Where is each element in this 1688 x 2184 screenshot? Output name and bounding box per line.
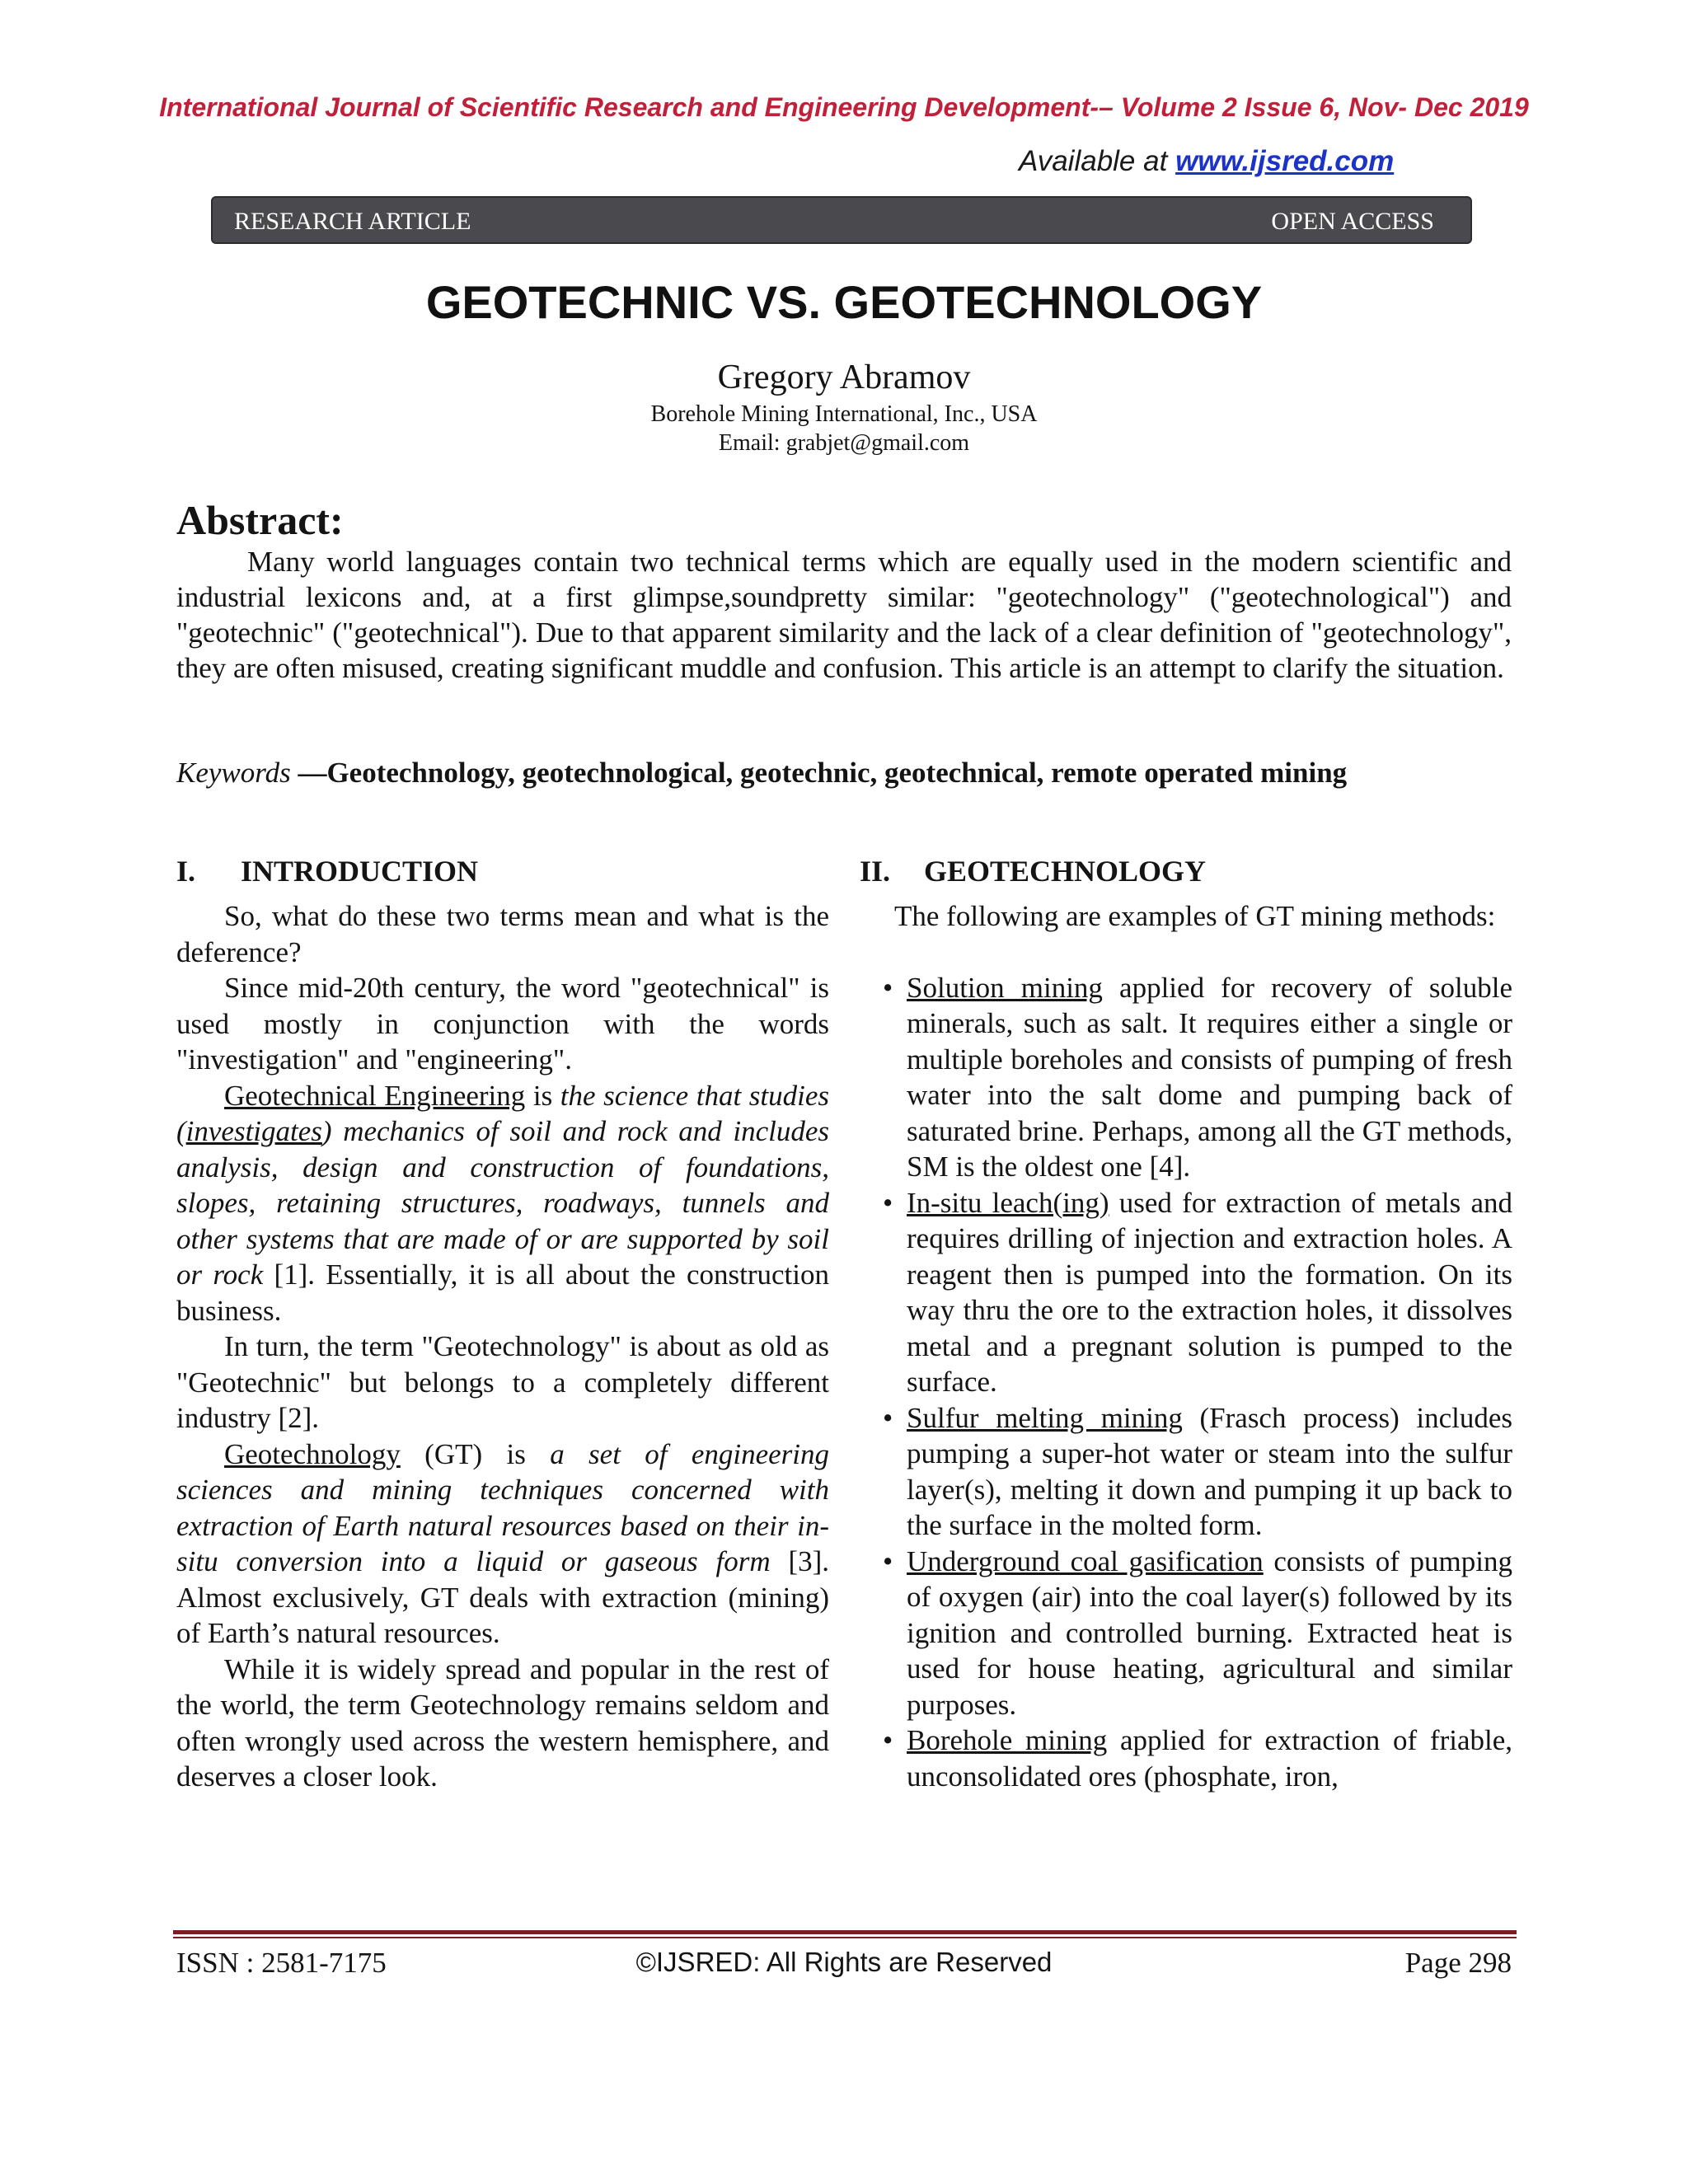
- abstract-heading: Abstract:: [176, 497, 344, 543]
- method-description: consists of pumping of oxygen (air) into the coal layer(s) followed by its ignition and controlled burning. Extracted heat is used for house heating, agricultural and similar purposes.: [907, 1544, 1513, 1721]
- author-affiliation: Borehole Mining International, Inc., USA: [650, 401, 1038, 427]
- intro-paragraph-5: [176, 1436, 829, 1652]
- method-description: applied for recovery of soluble minerals, such as salt. It requires either a single or multiple boreholes and consists of pumping of fresh water into the salt dome and pumping back of saturated brine. Perhaps, among all the GT methods, SM is the oldest one [4].: [907, 971, 1512, 1183]
- keywords-label: Keywords: [176, 757, 291, 789]
- bullet-icon: •: [883, 971, 893, 1004]
- left-column: [176, 854, 829, 1795]
- section-heading-introduction: [176, 854, 829, 890]
- definition-text: the science that studies (: [176, 1079, 829, 1147]
- list-item: [860, 1544, 1512, 1723]
- method-term: Solution mining: [907, 971, 1103, 1004]
- paragraph-text: [3]. Almost exclusively, GT deals with extraction (mining) of Earth’s natural resources.: [176, 1545, 830, 1649]
- list-item: [860, 1722, 1512, 1794]
- journal-website-link[interactable]: www.ijsred.com: [1175, 145, 1395, 177]
- bullet-icon: •: [883, 1544, 893, 1577]
- method-term: Borehole mining: [907, 1724, 1108, 1756]
- method-term: In-situ leach(ing): [907, 1186, 1109, 1219]
- intro-paragraph-4: In turn, the term "Geotechnology" is about as old as "Geotechnic" but belongs to a completely different industry [2].: [176, 1330, 829, 1434]
- list-item: [860, 1185, 1512, 1400]
- section-title: GEOTECHNOLOGY: [924, 855, 1207, 888]
- bullet-icon: •: [883, 1724, 893, 1756]
- bullet-icon: •: [883, 1186, 893, 1219]
- intro-paragraph-2: Since mid-20th century, the word "geotechnical" is used mostly in conjunction with the words "investigation" and "engineering".: [176, 972, 829, 1076]
- method-term: Underground coal gasification: [907, 1544, 1264, 1577]
- journal-header: International Journal of Scientific Research and Engineering Development-– Volume 2 Issue 6, Nov- Dec 2019: [159, 92, 1529, 122]
- method-description: (Frasch process) includes pumping a super-hot water or steam into the sulfur layer(s), melting it down and pumping it up back to the surface in the molted form.: [907, 1401, 1512, 1541]
- availability-line: [1019, 145, 1394, 178]
- keywords-text: —Geotechnology, geotechnological, geotechnic, geotechnical, remote operated mining: [298, 757, 1348, 789]
- intro-paragraph-6: While it is widely spread and popular in the rest of the world, the term Geotechnology remains seldom and often wrongly used across the western hemisphere, and deserves a closer look.: [176, 1652, 829, 1793]
- author-email: Email: grabjet@gmail.com: [718, 430, 970, 456]
- intro-paragraph-3: [176, 1078, 829, 1329]
- definition-text: ) mechanics of soil and rock and includes analysis, design and construction of foundations, slopes, retaining structures, roadways, tunnels and other systems that are made of or are supported by soil or rock: [176, 1115, 829, 1291]
- article-banner: [211, 196, 1472, 244]
- footer-rights: ©IJSRED: All Rights are Reserved: [635, 1947, 1053, 1977]
- available-prefix: Available at: [1019, 145, 1168, 177]
- section2-intro: The following are examples of GT mining methods:: [894, 900, 1496, 932]
- article-type-label: RESEARCH ARTICLE: [234, 208, 471, 235]
- right-column: [860, 854, 1512, 1794]
- author-name: Gregory Abramov: [717, 359, 971, 396]
- section-number: I.: [176, 855, 196, 888]
- list-item: [860, 1400, 1512, 1544]
- section-number: II.: [860, 855, 891, 888]
- abstract-text: Many world languages contain two technical terms which are equally used in the modern scientific and industrial lexicons and, at a first glimpse,soundpretty similar: "geotechnology" ("geotechnological") and "geotechnic" ("geotechnical"). Due to that apparent similarity and the lack of a clear definition of "geotechnology", they are often misused, creating significant muddle and confusion. This article is an attempt to clarify the situation.: [176, 546, 1512, 684]
- paragraph-text: is: [525, 1079, 560, 1112]
- method-description: used for extraction of metals and requires drilling of injection and extraction holes. A reagent then is pumped into the formation. On its way thru the ore to the extraction holes, it dissolves metal and a pregnant solution is pumped to the surface.: [907, 1186, 1512, 1398]
- paragraph-text: [1]. Essentially, it is all about the construction business.: [176, 1258, 830, 1327]
- term-geotechnical-engineering: Geotechnical Engineering: [224, 1079, 526, 1112]
- footer-divider-thin: [173, 1937, 1517, 1938]
- term-geotechnology: Geotechnology: [224, 1437, 401, 1470]
- gt-methods-list: [860, 970, 1512, 1795]
- method-term: Sulfur melting mining: [907, 1401, 1183, 1434]
- method-description: applied for extraction of friable, unconsolidated ores (phosphate, iron,: [907, 1724, 1513, 1793]
- section-title: INTRODUCTION: [241, 855, 479, 888]
- footer-page-number: Page 298: [1404, 1947, 1512, 1979]
- term-investigates: investigates: [185, 1115, 322, 1147]
- list-item: [860, 970, 1512, 1185]
- paper-title: GEOTECHNIC VS. GEOTECHNOLOGY: [425, 276, 1263, 328]
- keywords-line: [176, 757, 1528, 790]
- section-heading-geotechnology: [860, 854, 1512, 890]
- footer-divider: [173, 1930, 1517, 1934]
- access-type-label: OPEN ACCESS: [1271, 208, 1434, 235]
- intro-paragraph-1: So, what do these two terms mean and what is the deference?: [176, 900, 829, 968]
- definition-text: a set of engineering sciences and mining techniques concerned with extraction of Earth natural resources based on their in-situ conversion into a liquid or gaseous form: [176, 1437, 830, 1577]
- paragraph-text: (GT) is: [400, 1437, 551, 1470]
- footer-issn: ISSN : 2581-7175: [176, 1947, 387, 1979]
- bullet-icon: •: [883, 1401, 893, 1434]
